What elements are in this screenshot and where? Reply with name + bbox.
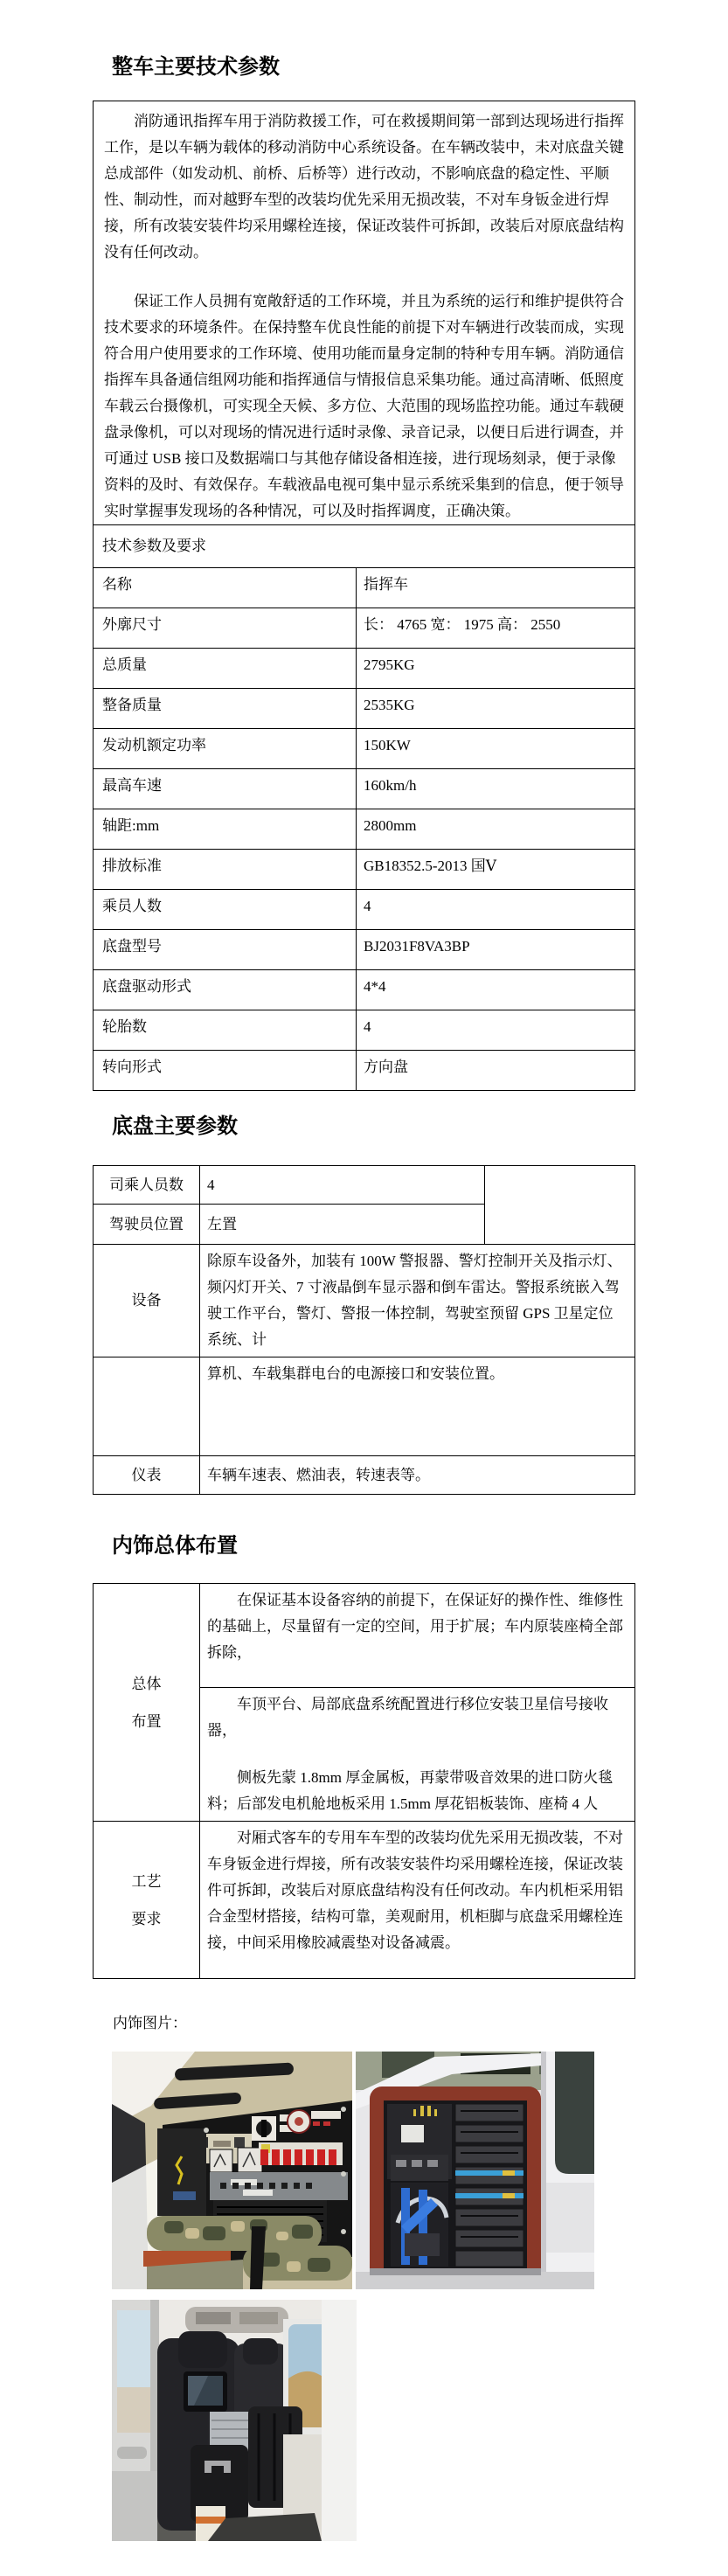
chassis-label: 设备 [94,1245,200,1357]
chassis-value: 车辆车速表、燃油表，转速表等。 [200,1456,635,1495]
interior-overall-row2-p1: 车顶平台、局部底盘系统配置进行移位安装卫星信号接收器， [207,1696,608,1739]
chassis-value: 除原车设备外，加装有 100W 警报器、警灯控制开关及指示灯、频闪灯开关、7 寸液晶倒车显示器和倒车雷达。警报系统嵌入驾驶工作平台，警灯、警报一体控制，驾驶室预留 GPS 卫星定位系统、计 [200,1245,635,1357]
spec-value: 方向盘 [357,1051,635,1091]
chassis-label [94,1357,200,1456]
craft-label-line1: 工艺 [131,1872,162,1890]
chassis-value: 左置 [200,1205,485,1245]
table-row [94,1357,635,1456]
spec-value: 160km/h [357,769,635,809]
chassis-value: 算机、车载集群电台的电源接口和安装位置。 [200,1357,635,1456]
table-row [94,1166,635,1205]
table-row [94,525,635,568]
table-row [94,809,635,850]
table-row [94,890,635,930]
spec-label: 转向形式 [94,1051,357,1091]
table-row [94,729,635,769]
interior-value [200,1822,635,1979]
spec-value: 长： 4765 宽： 1975 高： 2550 [357,608,635,649]
craft-label-line2: 要求 [131,1910,162,1927]
spec-value: 指挥车 [357,568,635,608]
interior-label-overall [94,1584,200,1822]
table-row [94,101,635,525]
interior-photos-row [93,2052,634,2289]
section-title-chassis-params: 底盘主要参数 [112,1115,238,1138]
interior-overall-row2-p2: 侧板先蒙 1.8mm 厚金属板，再蒙带吸音效果的进口防火毯料；后部发电机舱地板采用 1.5mm 厚花铝板装饰、座椅 4 人 [207,1769,614,1812]
table-row [94,1051,635,1091]
table-row [94,1584,635,1688]
spec-value: 150KW [357,729,635,769]
equipment-rack-interior-photo [112,2052,352,2289]
section-title-interior-layout: 内饰总体布置 [112,1535,238,1558]
spec-value: 4*4 [357,970,635,1010]
spec-value: 4 [357,1010,635,1051]
spec-label: 轮胎数 [94,1010,357,1051]
intro-paragraph-1: 消防通讯指挥车用于消防救援工作，可在救援期间第一部到达现场进行指挥工作，是以车辆为载体的移动消防中心系统设备。在车辆改装中，未对底盘关键总成部件（如发动机、前桥、后桥等）进行改动，不影响底盘的稳定性、平顺性、制动性，而对越野车型的改装均优先采用无损改装，不对车身钣金进行焊接，所有改装安装件均采用螺栓连接，保证改装件可拆卸，改装后对原底盘结构没有任何改动。 [104,113,624,260]
interior-label-line2: 布置 [131,1712,162,1730]
rear-seat-interior-photo [112,2300,357,2541]
interior-value [200,1688,635,1822]
spec-label: 轴距:mm [94,809,357,850]
table-row [94,689,635,729]
table-row [94,930,635,970]
table-row [94,568,635,608]
interior-photos-label: 内饰图片： [113,2015,187,2031]
interior-label-line1: 总体 [131,1675,162,1692]
chassis-empty-cell [485,1166,635,1245]
interior-overall-row1: 在保证基本设备容纳的前提下，在保证好的操作性、维修性的基础上，尽量留有一定的空间，用于扩展；车内原装座椅全部拆除， [207,1592,623,1661]
table-row [94,1456,635,1495]
spec-table-header: 技术参数及要求 [94,525,635,568]
section-title-vehicle-params: 整车主要技术参数 [112,56,280,79]
intro-text-cell [94,101,635,525]
spec-label: 底盘驱动形式 [94,970,357,1010]
chassis-table [93,1165,635,1495]
chassis-label: 仪表 [94,1456,200,1495]
table-row [94,1010,635,1051]
chassis-label: 驾驶员位置 [94,1205,200,1245]
spec-value: 4 [357,890,635,930]
interior-table [93,1583,635,1979]
table-row [94,649,635,689]
spec-label: 发动机额定功率 [94,729,357,769]
vehicle-spec-table [93,101,635,1091]
table-row [94,1245,635,1357]
table-row [94,769,635,809]
intro-paragraph-2: 保证工作人员拥有宽敞舒适的工作环境，并且为系统的运行和维护提供符合技术要求的环境条件。在保持整车优良性能的前提下对车辆进行改装而成，实现符合用户使用要求的工作环境、使用功能而量身定制的特种专用车辆。消防通信指挥车具备通信组网功能和指挥通信与情报信息采集功能。通过高清晰、低照度车载云台摄像机，可实现全天候、多方位、大范围的现场监控功能。通过车载硬盘录像机，可以对现场的情况进行适时录像、录音记录，以便日后进行调查，并可通过 USB 接口及数据端口与其他存储设备相连接，进行现场刻录，便于录像资料的及时、有效保存。车载液晶电视可集中显示系统采集到的信息，便于领导实时掌握事发现场的各种情况，可以及时指挥调度，正确决策。 [104,293,624,519]
spec-value: 2535KG [357,689,635,729]
spec-value: GB18352.5-2013 国Ⅴ [357,850,635,890]
spec-label: 底盘型号 [94,930,357,970]
chassis-value: 4 [200,1166,485,1205]
spec-label: 排放标准 [94,850,357,890]
interior-photos-bottom [93,2300,634,2541]
spec-label: 整备质量 [94,689,357,729]
interior-label-craft [94,1822,200,1979]
spec-label: 乘员人数 [94,890,357,930]
spec-label: 最高车速 [94,769,357,809]
spec-label: 总质量 [94,649,357,689]
craft-requirement-text: 对厢式客车的专用车车型的改装均优先采用无损改装，不对车身钣金进行焊接，所有改装安装件均采用螺栓连接，保证改装件可拆卸，改装后对原底盘结构没有任何改动。车内机柜采用铝合金型材搭接，结构可靠，美观耐用，机柜脚与底盘采用螺栓连接，中间采用橡胶减震垫对设备减震。 [207,1830,623,1951]
table-row [94,970,635,1010]
chassis-label: 司乘人员数 [94,1166,200,1205]
spec-value: 2800mm [357,809,635,850]
table-row [94,608,635,649]
cabinet-rack-interior-photo [356,2052,594,2289]
interior-value [200,1584,635,1688]
spec-label: 外廓尺寸 [94,608,357,649]
spec-value: 2795KG [357,649,635,689]
spec-value: BJ2031F8VA3BP [357,930,635,970]
spec-label: 名称 [94,568,357,608]
table-row [94,850,635,890]
table-row [94,1822,635,1979]
